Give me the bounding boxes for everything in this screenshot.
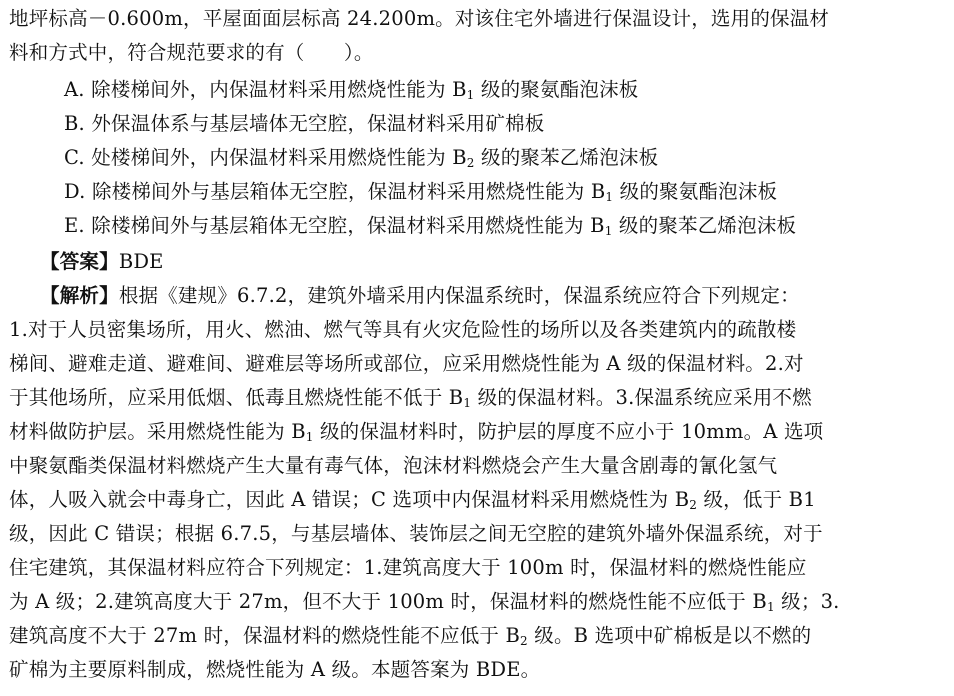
question-line-2: 料和方式中，符合规范要求的有（ ）。 [9,41,374,64]
question-line-1: 地坪标高－0.600m，平屋面面层标高 24.200m。对该住宅外墙进行保温设计，选用的保温材 [9,7,830,30]
analysis-text: 体，人吸入就会中毒身亡，因此 A 错误；C 选项中内保温材料采用燃烧性为 B [9,488,690,511]
analysis-text: 级，低于 B1 [697,488,816,511]
option-text: 处楼梯间外，内保温材料采用燃烧性能为 B [91,146,467,169]
analysis-tag: 【解析】 [40,284,119,307]
analysis-line-9: 住宅建筑，其保温材料应符合下列规定：1.建筑高度大于 100m 时，保温材料的燃烧性能应 [9,556,807,579]
analysis-line-5 [9,415,823,449]
option-a [64,73,638,107]
subscript: 1 [463,396,472,410]
subscript: 2 [520,634,528,648]
subscript: 1 [305,430,314,444]
analysis-text: 建筑高度不大于 27m 时，保温材料的燃烧性能不应低于 B [9,624,521,647]
analysis-text: 级。B 选项中矿棉板是以不燃的 [527,624,812,647]
option-b [64,107,544,141]
option-label: C. [64,146,85,169]
option-label: A. [64,78,85,101]
answer-line [40,245,164,279]
option-text: 级的聚氨酯泡沫板 [474,78,639,101]
option-label: E. [64,214,85,237]
subscript: 1 [604,224,613,238]
subscript: 2 [689,498,698,512]
option-text: 除楼梯间外，内保温材料采用燃烧性能为 B [91,78,467,101]
option-d [64,175,777,209]
analysis-text: 级；3. [774,590,840,613]
option-text: 除楼梯间外与基层箱体无空腔，保温材料采用燃烧性能为 B [91,180,606,203]
option-c [64,141,658,175]
analysis-line-3: 梯间、避难走道、避难间、避难层等场所或部位，应采用燃烧性能为 A 级的保温材料。2.对 [9,352,804,375]
answer-tag: 【答案】 [40,250,119,273]
option-text: 级的聚苯乙烯泡沫板 [474,146,659,169]
subscript: 1 [466,88,475,102]
option-text: 除楼梯间外与基层箱体无空腔，保温材料采用燃烧性能为 B [91,214,605,237]
subscript: 1 [766,600,775,614]
analysis-text: 级的保温材料时，防护层的厚度不应小于 10mm。A 选项 [313,420,824,443]
analysis-text: 根据《建规》6.7.2，建筑外墙采用内保温系统时，保温系统应符合下列规定： [118,284,800,307]
subscript: 1 [605,190,614,204]
option-text: 级的聚氨酯泡沫板 [613,180,778,203]
option-e [64,209,796,243]
option-text: 级的聚苯乙烯泡沫板 [612,214,797,237]
analysis-line-4 [9,381,812,415]
analysis-line-12: 矿棉为主要原料制成，燃烧性能为 A 级。本题答案为 BDE。 [9,658,541,681]
analysis-text: 于其他场所，应采用低烟、低毒且燃烧性能不低于 B [9,386,464,409]
subscript: 2 [466,156,475,170]
analysis-line-7 [9,483,816,517]
analysis-line-6: 中聚氨酯类保温材料燃烧产生大量有毒气体，泡沫材料燃烧会产生大量含剧毒的氰化氢气 [9,454,778,477]
option-label: D. [64,180,86,203]
analysis-line-10 [9,585,840,619]
analysis-text: 材料做防护层。采用燃烧性能为 B [9,420,306,443]
analysis-line-11 [9,619,811,653]
analysis-text: 为 A 级；2.建筑高度大于 27m，但不大于 100m 时，保温材料的燃烧性能不应低于 B [9,590,767,613]
option-text: 外保温体系与基层墙体无空腔，保温材料采用矿棉板 [91,112,545,135]
option-label: B. [64,112,85,135]
analysis-line-2: 1.对于人员密集场所，用火、燃油、燃气等具有火灾危险性的场所以及各类建筑内的疏散楼 [9,318,797,341]
analysis-line-8: 级，因此 C 错误；根据 6.7.5，与基层墙体、装饰层之间无空腔的建筑外墙外保温系统，对于 [9,522,823,545]
answer-value: BDE [118,250,164,273]
analysis-line-1 [40,279,800,313]
analysis-text: 级的保温材料。3.保温系统应采用不燃 [471,386,812,409]
